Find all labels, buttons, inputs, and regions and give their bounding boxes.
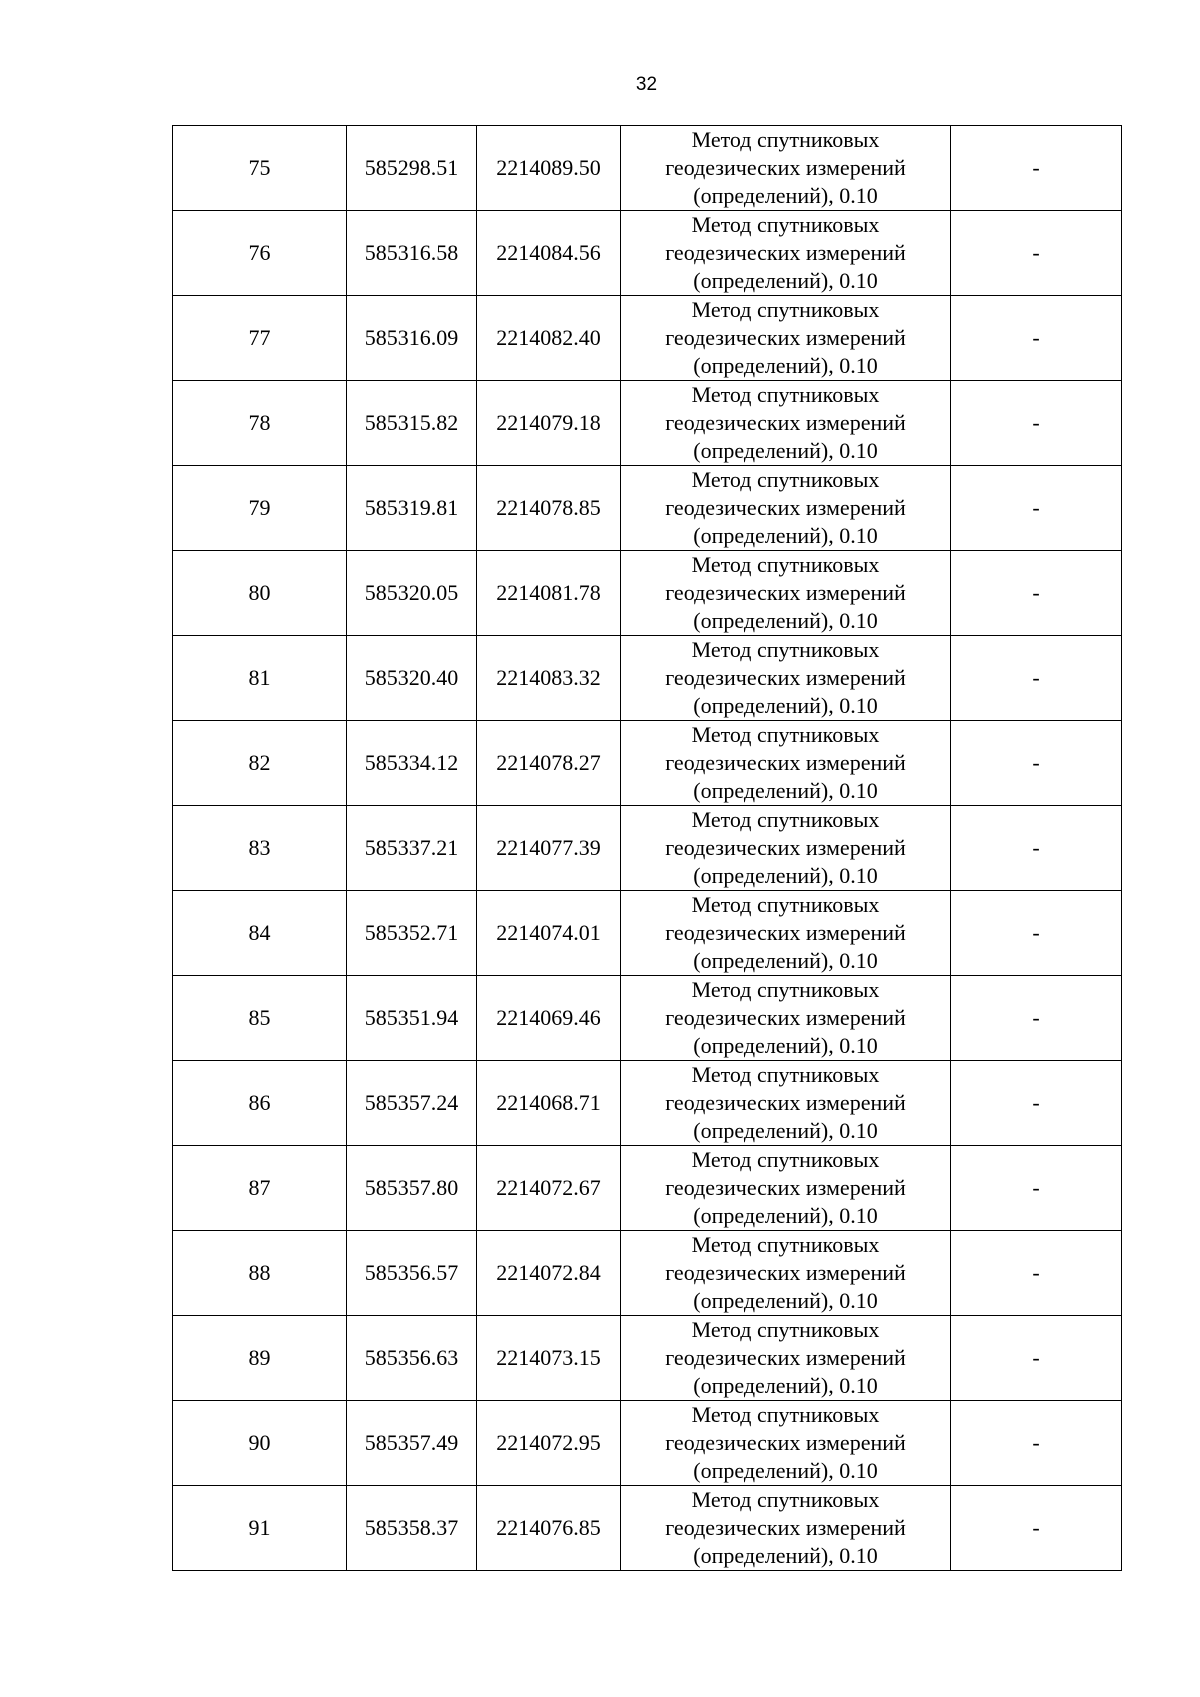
description-cell: - — [951, 1486, 1122, 1571]
y-coordinate-cell: 2214077.39 — [477, 806, 621, 891]
table-row — [173, 551, 1122, 636]
description-cell: - — [951, 721, 1122, 806]
y-coordinate-cell: 2214076.85 — [477, 1486, 621, 1571]
method-line: Метод спутниковых — [691, 977, 880, 1002]
point-number-cell: 87 — [173, 1146, 347, 1231]
point-number-cell: 89 — [173, 1316, 347, 1401]
method-line: геодезических измерений — [665, 1175, 906, 1200]
x-coordinate-cell: 585358.37 — [347, 1486, 477, 1571]
table-row — [173, 466, 1122, 551]
method-cell — [621, 721, 951, 806]
method-line: геодезических измерений — [665, 835, 906, 860]
x-coordinate-cell: 585352.71 — [347, 891, 477, 976]
description-cell: - — [951, 381, 1122, 466]
y-coordinate-cell: 2214083.32 — [477, 636, 621, 721]
y-coordinate-cell: 2214072.84 — [477, 1231, 621, 1316]
point-number-cell: 81 — [173, 636, 347, 721]
x-coordinate-cell: 585334.12 — [347, 721, 477, 806]
description-cell: - — [951, 1401, 1122, 1486]
method-line: (определений), 0.10 — [693, 268, 878, 293]
method-line: геодезических измерений — [665, 665, 906, 690]
method-line: Метод спутниковых — [691, 1317, 880, 1342]
table-row — [173, 296, 1122, 381]
method-line: Метод спутниковых — [691, 1232, 880, 1257]
method-line: геодезических измерений — [665, 1430, 906, 1455]
method-line: геодезических измерений — [665, 1005, 906, 1030]
method-line: геодезических измерений — [665, 495, 906, 520]
point-number-cell: 78 — [173, 381, 347, 466]
method-line: Метод спутниковых — [691, 552, 880, 577]
method-cell — [621, 891, 951, 976]
method-line: Метод спутниковых — [691, 637, 880, 662]
table-row — [173, 721, 1122, 806]
x-coordinate-cell: 585356.63 — [347, 1316, 477, 1401]
method-line: геодезических измерений — [665, 240, 906, 265]
point-number-cell: 83 — [173, 806, 347, 891]
description-cell: - — [951, 211, 1122, 296]
method-line: (определений), 0.10 — [693, 1203, 878, 1228]
point-number-cell: 85 — [173, 976, 347, 1061]
method-line: (определений), 0.10 — [693, 183, 878, 208]
x-coordinate-cell: 585356.57 — [347, 1231, 477, 1316]
method-line: (определений), 0.10 — [693, 1118, 878, 1143]
method-line: геодезических измерений — [665, 920, 906, 945]
method-line: (определений), 0.10 — [693, 1458, 878, 1483]
method-cell — [621, 381, 951, 466]
point-number-cell: 75 — [173, 126, 347, 211]
description-cell: - — [951, 1061, 1122, 1146]
method-cell — [621, 1061, 951, 1146]
method-line: геодезических измерений — [665, 325, 906, 350]
table-row — [173, 1316, 1122, 1401]
method-line: геодезических измерений — [665, 580, 906, 605]
method-line: (определений), 0.10 — [693, 438, 878, 463]
x-coordinate-cell: 585298.51 — [347, 126, 477, 211]
description-cell: - — [951, 1146, 1122, 1231]
method-line: геодезических измерений — [665, 1345, 906, 1370]
method-line: Метод спутниковых — [691, 212, 880, 237]
method-line: Метод спутниковых — [691, 892, 880, 917]
description-cell: - — [951, 1316, 1122, 1401]
method-line: геодезических измерений — [665, 1260, 906, 1285]
method-line: (определений), 0.10 — [693, 693, 878, 718]
description-cell: - — [951, 891, 1122, 976]
description-cell: - — [951, 636, 1122, 721]
method-cell — [621, 1146, 951, 1231]
method-line: геодезических измерений — [665, 155, 906, 180]
y-coordinate-cell: 2214069.46 — [477, 976, 621, 1061]
table-row — [173, 211, 1122, 296]
method-cell — [621, 211, 951, 296]
point-number-cell: 91 — [173, 1486, 347, 1571]
table-row — [173, 806, 1122, 891]
method-line: геодезических измерений — [665, 1090, 906, 1115]
method-cell — [621, 1486, 951, 1571]
method-line: геодезических измерений — [665, 1515, 906, 1540]
table-row — [173, 976, 1122, 1061]
method-line: (определений), 0.10 — [693, 948, 878, 973]
x-coordinate-cell: 585320.05 — [347, 551, 477, 636]
table-row — [173, 1146, 1122, 1231]
table-row — [173, 636, 1122, 721]
method-line: (определений), 0.10 — [693, 778, 878, 803]
method-line: (определений), 0.10 — [693, 523, 878, 548]
y-coordinate-cell: 2214073.15 — [477, 1316, 621, 1401]
description-cell: - — [951, 296, 1122, 381]
method-line: (определений), 0.10 — [693, 863, 878, 888]
y-coordinate-cell: 2214089.50 — [477, 126, 621, 211]
y-coordinate-cell: 2214084.56 — [477, 211, 621, 296]
x-coordinate-cell: 585316.58 — [347, 211, 477, 296]
method-cell — [621, 806, 951, 891]
description-cell: - — [951, 1231, 1122, 1316]
table-row — [173, 1061, 1122, 1146]
method-line: Метод спутниковых — [691, 1402, 880, 1427]
point-number-cell: 82 — [173, 721, 347, 806]
table-row — [173, 1401, 1122, 1486]
method-line: (определений), 0.10 — [693, 1033, 878, 1058]
method-cell — [621, 1316, 951, 1401]
point-number-cell: 88 — [173, 1231, 347, 1316]
method-line: геодезических измерений — [665, 750, 906, 775]
method-cell — [621, 1401, 951, 1486]
method-cell — [621, 126, 951, 211]
description-cell: - — [951, 551, 1122, 636]
table-row — [173, 381, 1122, 466]
method-cell — [621, 1231, 951, 1316]
table-row — [173, 1486, 1122, 1571]
method-line: Метод спутниковых — [691, 382, 880, 407]
x-coordinate-cell: 585357.49 — [347, 1401, 477, 1486]
method-line: Метод спутниковых — [691, 1147, 880, 1172]
point-number-cell: 80 — [173, 551, 347, 636]
y-coordinate-cell: 2214082.40 — [477, 296, 621, 381]
x-coordinate-cell: 585357.24 — [347, 1061, 477, 1146]
table-row — [173, 1231, 1122, 1316]
description-cell: - — [951, 466, 1122, 551]
method-line: Метод спутниковых — [691, 807, 880, 832]
x-coordinate-cell: 585319.81 — [347, 466, 477, 551]
method-line: Метод спутниковых — [691, 1062, 880, 1087]
y-coordinate-cell: 2214081.78 — [477, 551, 621, 636]
method-line: (определений), 0.10 — [693, 1373, 878, 1398]
y-coordinate-cell: 2214079.18 — [477, 381, 621, 466]
y-coordinate-cell: 2214072.67 — [477, 1146, 621, 1231]
x-coordinate-cell: 585316.09 — [347, 296, 477, 381]
page-number: 32 — [635, 74, 658, 95]
method-line: Метод спутниковых — [691, 722, 880, 747]
x-coordinate-cell: 585351.94 — [347, 976, 477, 1061]
point-number-cell: 76 — [173, 211, 347, 296]
y-coordinate-cell: 2214078.85 — [477, 466, 621, 551]
x-coordinate-cell: 585357.80 — [347, 1146, 477, 1231]
method-line: геодезических измерений — [665, 410, 906, 435]
method-line: (определений), 0.10 — [693, 353, 878, 378]
table-row — [173, 891, 1122, 976]
method-line: Метод спутниковых — [691, 1487, 880, 1512]
method-line: (определений), 0.10 — [693, 608, 878, 633]
x-coordinate-cell: 585315.82 — [347, 381, 477, 466]
method-line: (определений), 0.10 — [693, 1288, 878, 1313]
point-number-cell: 79 — [173, 466, 347, 551]
description-cell: - — [951, 976, 1122, 1061]
method-cell — [621, 551, 951, 636]
table-row — [173, 126, 1122, 211]
method-cell — [621, 976, 951, 1061]
point-number-cell: 90 — [173, 1401, 347, 1486]
y-coordinate-cell: 2214078.27 — [477, 721, 621, 806]
method-cell — [621, 636, 951, 721]
point-number-cell: 77 — [173, 296, 347, 381]
point-number-cell: 86 — [173, 1061, 347, 1146]
coordinates-table — [172, 125, 1122, 1571]
point-number-cell: 84 — [173, 891, 347, 976]
method-line: Метод спутниковых — [691, 467, 880, 492]
y-coordinate-cell: 2214068.71 — [477, 1061, 621, 1146]
coordinates-table-body — [173, 126, 1122, 1571]
method-line: Метод спутниковых — [691, 127, 880, 152]
description-cell: - — [951, 806, 1122, 891]
method-line: (определений), 0.10 — [693, 1543, 878, 1568]
x-coordinate-cell: 585320.40 — [347, 636, 477, 721]
method-cell — [621, 296, 951, 381]
method-line: Метод спутниковых — [691, 297, 880, 322]
x-coordinate-cell: 585337.21 — [347, 806, 477, 891]
y-coordinate-cell: 2214072.95 — [477, 1401, 621, 1486]
description-cell: - — [951, 126, 1122, 211]
method-cell — [621, 466, 951, 551]
y-coordinate-cell: 2214074.01 — [477, 891, 621, 976]
